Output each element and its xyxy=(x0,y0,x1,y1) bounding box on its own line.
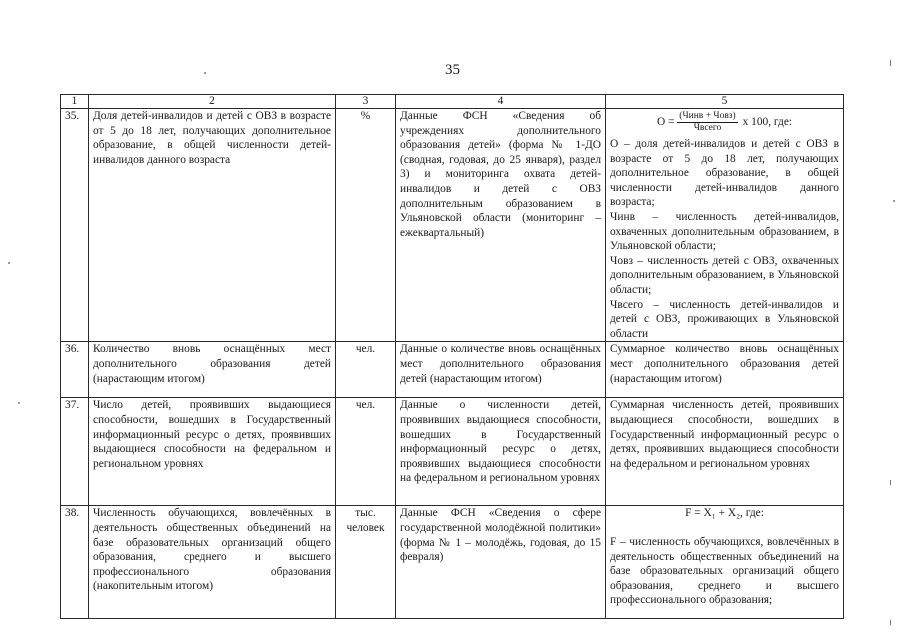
indicator-name: Число детей, проявивших выдающиеся способности, вошедших в Государственный информационный ресурс о детях, проявивших выдающиеся способности на федеральном и региональном уровнях xyxy=(89,398,336,506)
data-source: Данные о численности детей, проявивших выдающиеся способности, вошедших в Государственный информационный ресурс о детях, проявивших выдающиеся способности на федеральном и региональном уровнях xyxy=(396,398,606,506)
page-number: 35 xyxy=(445,62,460,78)
indicators-table xyxy=(60,94,844,619)
formula-lhs: O = xyxy=(656,116,675,129)
definition: Чвсего – численность детей-инвалидов и детей с ОВЗ, проживающих в Ульяновской области xyxy=(610,298,839,340)
definition: Чинв – численность детей-инвалидов, охваченных дополнительным образованием, в Ульяновской области; xyxy=(610,210,839,253)
header-cell-1: 1 xyxy=(61,95,89,109)
unit: тыс. человек xyxy=(336,506,396,619)
header-cell-2: 2 xyxy=(89,95,336,109)
formula-fraction xyxy=(677,111,737,134)
formula-rhs: х 100, где: xyxy=(742,116,793,129)
formula xyxy=(610,111,839,134)
header-cell-3: 3 xyxy=(336,95,396,109)
unit: % xyxy=(336,109,396,342)
table-row xyxy=(61,398,844,506)
row-number: 35. xyxy=(61,109,89,342)
calculation-method: Суммарное количество вновь оснащённых мест дополнительного образования детей (нарастающим итогом) xyxy=(606,342,844,398)
definition: О – доля детей-инвалидов и детей с ОВЗ в возрасте от 5 до 18 лет, получающих дополнительное образование, в общей численности детей-инвалидов данного возраста; xyxy=(610,138,839,209)
scan-speck xyxy=(204,72,206,74)
calculation-method xyxy=(606,506,844,619)
indicator-name: Доля детей-инвалидов и детей с ОВЗ в возрасте от 5 до 18 лет, получающих дополнительное образование, в общей численности детей-инвалидов данного возраста xyxy=(89,109,336,342)
header-row xyxy=(61,95,844,109)
calculation-method xyxy=(606,109,844,342)
scan-speck xyxy=(890,480,891,485)
scan-speck xyxy=(18,402,20,404)
data-source: Данные ФСН «Сведения об учреждениях дополнительного образования детей» (форма № 1-ДО (сводная, годовая, до 25 января), раздел 3) и мониторинга охвата детей-инвалидов и детей с ОВЗ дополнительным образованием в Ульяновской области (мониторинг – ежеквартальный) xyxy=(396,109,606,342)
formula-denominator: Чвсего xyxy=(693,123,722,133)
definition: Човз – численность детей с ОВЗ, охваченных дополнительным образованием, в Ульяновской области; xyxy=(610,254,839,296)
scan-speck xyxy=(893,200,895,202)
row-number: 36. xyxy=(61,342,89,398)
formula-numerator: (Чинв + Човз) xyxy=(679,111,736,121)
table-row xyxy=(61,506,844,619)
table-row xyxy=(61,342,844,398)
calculation-method: Суммарная численность детей, проявивших выдающиеся способности, вошедших в Государственный информационный ресурс о детях, проявивших выдающиеся способности на федеральном и региональном уровнях xyxy=(606,398,844,506)
header-cell-4: 4 xyxy=(396,95,606,109)
row-number: 37. xyxy=(61,398,89,506)
indicator-name: Численность обучающихся, вовлечённых в деятельность общественных объединений на базе образовательных организаций общего образования, среднего и высшего профессионального образования (накопительным итогом) xyxy=(89,506,336,619)
scan-speck xyxy=(890,620,891,625)
indicator-name: Количество вновь оснащённых мест дополнительного образования детей (нарастающим итогом) xyxy=(89,342,336,398)
data-source: Данные ФСН «Сведения о сфере государственной молодёжной политики» (форма № 1 – молодёжь, годовая, до 15 февраля) xyxy=(396,506,606,619)
table-row xyxy=(61,109,844,342)
definition: F – численность обучающихся, вовлечённых в деятельность общественных объединений на базе образовательных организаций общего образования, среднего и высшего профессионального образования; xyxy=(610,535,839,607)
data-source: Данные о количестве вновь оснащённых мест дополнительного образования детей (нарастающим итогом) xyxy=(396,342,606,398)
unit: чел. xyxy=(336,398,396,506)
formula: F = X₁ + X₂, где: xyxy=(685,507,764,520)
header-cell-5: 5 xyxy=(606,95,844,109)
row-number: 38. xyxy=(61,506,89,619)
unit: чел. xyxy=(336,342,396,398)
scan-speck xyxy=(8,262,10,264)
scan-speck xyxy=(890,60,891,66)
